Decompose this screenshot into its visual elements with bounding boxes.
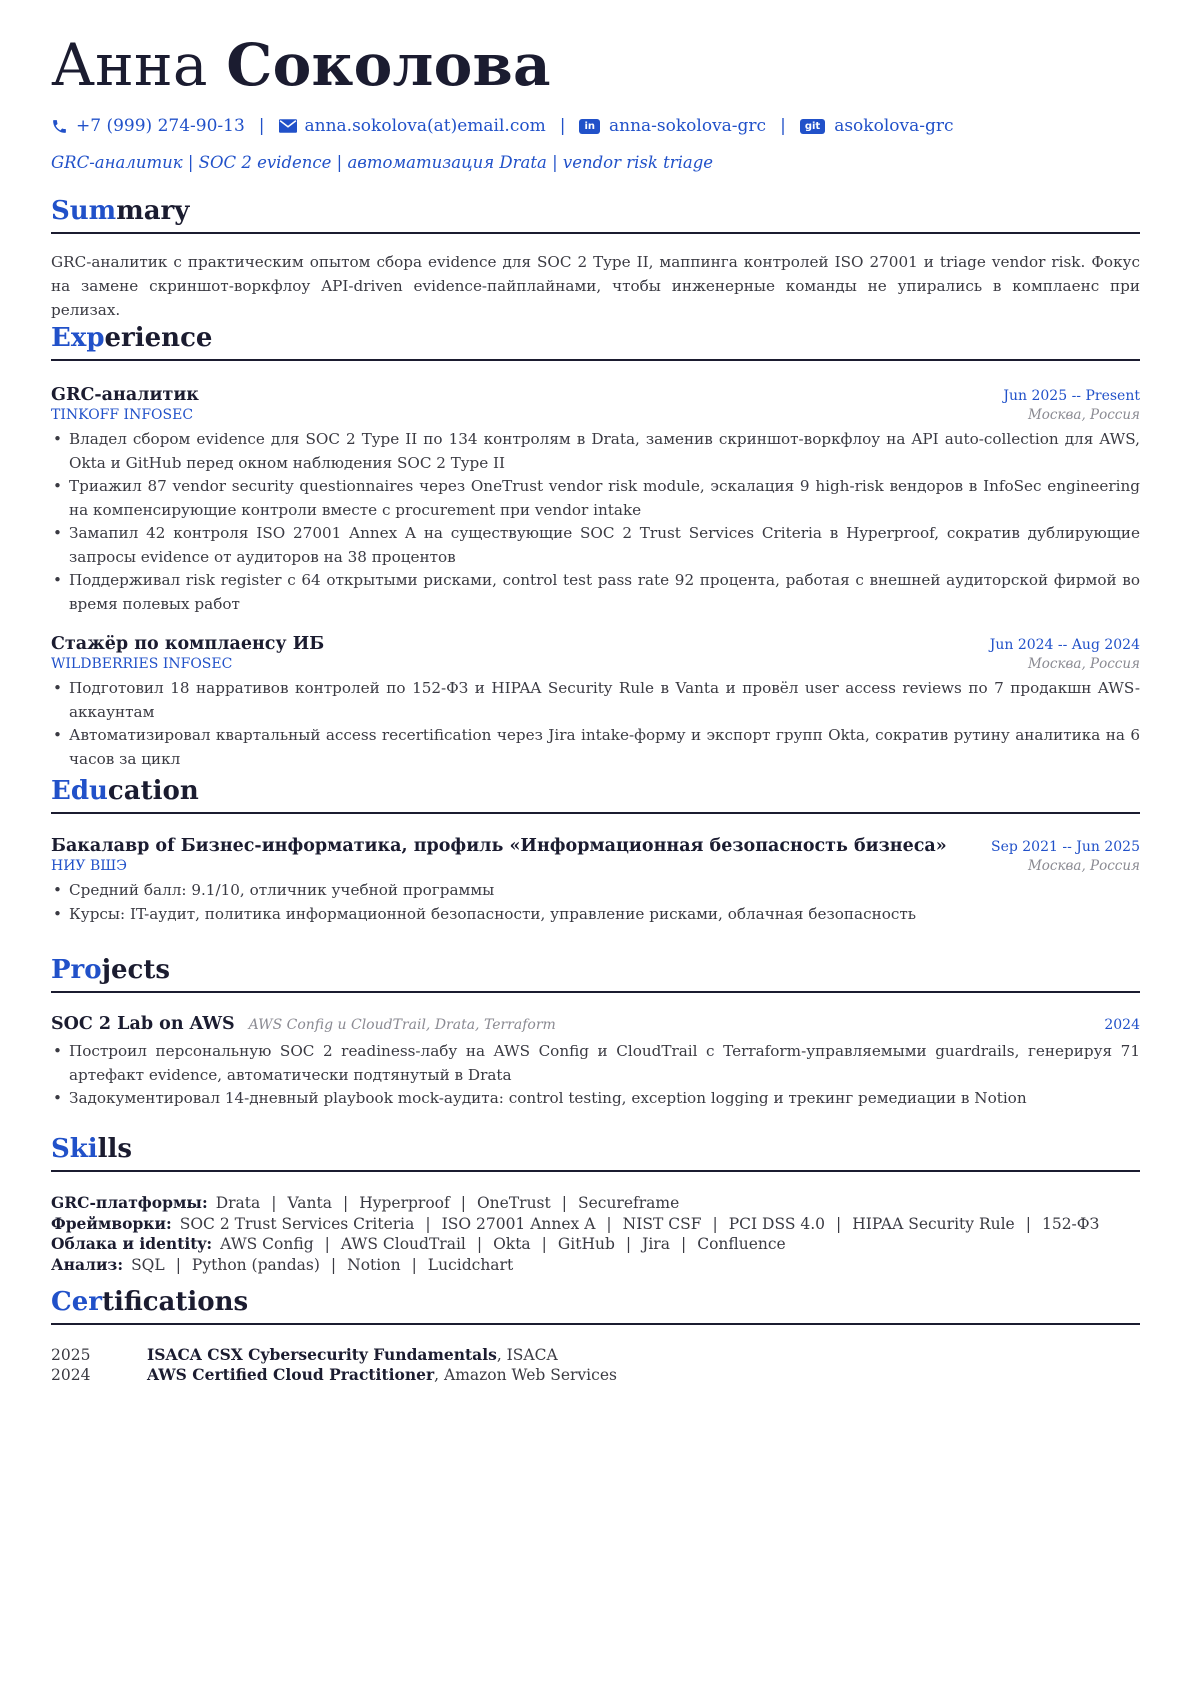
- phone-icon: [51, 118, 68, 135]
- skill-separator: |: [460, 1194, 466, 1212]
- education-entry: [51, 836, 1140, 926]
- skill-category: Анализ:: [51, 1254, 124, 1274]
- section-title: [51, 198, 1140, 234]
- summary-section: [51, 198, 1140, 322]
- git-icon: git: [800, 119, 825, 134]
- skill-item: HIPAA Security Rule: [852, 1214, 1015, 1233]
- skill-row: [51, 1234, 1140, 1255]
- skill-separator: |: [561, 1194, 567, 1212]
- skill-separator: |: [271, 1194, 277, 1212]
- cert-row: [51, 1365, 1140, 1385]
- skill-item: AWS Config: [220, 1235, 314, 1253]
- section-title-accent: Sum: [51, 196, 117, 226]
- first-name: Анна: [51, 31, 208, 99]
- skill-item: SQL: [131, 1255, 165, 1274]
- project-name: SOC 2 Lab on AWS: [51, 1014, 235, 1034]
- skill-item: NIST CSF: [622, 1214, 702, 1233]
- education-dates: Sep 2021 -- Jun 2025: [990, 839, 1140, 855]
- cert-year: 2024: [51, 1366, 91, 1384]
- skill-row: [51, 1255, 1140, 1276]
- skill-separator: |: [476, 1235, 483, 1253]
- github-text: asokolova-grc: [834, 116, 954, 136]
- candidate-name: [51, 31, 551, 99]
- bullet: • Задокументировал 14-дневный playbook mock-аудита: control testing, exception logging и трекинг ремедиации в Notion: [51, 1087, 1140, 1111]
- certifications-section: [51, 1289, 1140, 1325]
- contact-github[interactable]: [800, 116, 954, 136]
- skill-item: OneTrust: [476, 1194, 551, 1212]
- contact-email[interactable]: [279, 116, 546, 136]
- section-title-accent: Edu: [51, 776, 108, 806]
- contact-separator: |: [258, 116, 265, 136]
- job-role: GRC-аналитик: [51, 385, 199, 405]
- contact-separator: |: [780, 116, 786, 136]
- summary-text: GRC-аналитик с практическим опытом сбора evidence для SOC 2 Type II, маппинга контролей ISO 27001 и triage vendor risk. Фокус на замене скриншот-воркфлоу API-driven evidence-пайплайнами, чтобы инженерные команды не упирались в комплаенс при релизах.: [51, 253, 1140, 319]
- bullet: • Курсы: IT-аудит, политика информационной безопасности, управление рисками, облачная безопасность: [51, 903, 1140, 927]
- job-entry: [51, 385, 1140, 616]
- skill-separator: |: [625, 1235, 632, 1253]
- skill-item: PCI DSS 4.0: [728, 1214, 826, 1233]
- skill-separator: |: [680, 1235, 687, 1253]
- job-dates: Jun 2025 -- Present: [1003, 388, 1140, 404]
- projects-section: [51, 957, 1140, 993]
- cert-issuer: , Amazon Web Services: [434, 1366, 617, 1384]
- last-name: Соколова: [226, 31, 551, 99]
- skill-separator: |: [606, 1214, 612, 1233]
- skill-category: GRC-платформы:: [51, 1193, 208, 1212]
- skill-category: Фреймворки:: [51, 1213, 172, 1233]
- skill-item: Python (pandas): [191, 1255, 320, 1274]
- skill-item: Confluence: [697, 1235, 786, 1253]
- job-role: Стажёр по комплаенсу ИБ: [51, 634, 325, 654]
- job-org: WILDBERRIES INFOSEC: [51, 656, 233, 672]
- envelope-icon: [279, 119, 297, 133]
- section-title: [51, 325, 1140, 361]
- contact-separator: |: [559, 116, 566, 136]
- education-section: [51, 778, 1140, 814]
- skill-separator: |: [425, 1214, 431, 1233]
- section-title: [51, 957, 1140, 993]
- linkedin-icon: in: [579, 119, 600, 134]
- section-title-rest: tifications: [101, 1287, 249, 1317]
- section-title-rest: cation: [107, 776, 199, 806]
- skill-item: SOC 2 Trust Services Criteria: [179, 1214, 415, 1233]
- section-title-rest: jects: [101, 955, 171, 985]
- job-location: Москва, Россия: [1027, 656, 1140, 672]
- section-title-rest: erience: [104, 323, 213, 353]
- contact-phone[interactable]: [51, 116, 245, 136]
- skill-item: 152-ФЗ: [1041, 1214, 1100, 1233]
- job-entry: [51, 634, 1140, 771]
- education-org: НИУ ВШЭ: [51, 858, 127, 874]
- skill-item: Vanta: [287, 1194, 332, 1212]
- skill-separator: |: [342, 1194, 349, 1212]
- skill-item: Okta: [493, 1235, 531, 1253]
- tagline: GRC-аналитик | SOC 2 evidence | автоматизация Drata | vendor risk triage: [51, 153, 714, 172]
- certifications-list: [51, 1345, 1140, 1385]
- skill-row: [51, 1193, 1140, 1214]
- section-title-accent: Exp: [51, 323, 105, 353]
- contact-linkedin[interactable]: [579, 116, 766, 136]
- cert-name: ISACA CSX Cybersecurity Fundamentals: [147, 1345, 497, 1364]
- skill-item: AWS CloudTrail: [340, 1235, 466, 1253]
- bullet: • Владел сбором evidence для SOC 2 Type II по 134 контролям в Drata, заменив скриншот-воркфлоу на API auto-collection для AWS, Okta и GitHub перед окном наблюдения SOC 2 Type II: [51, 428, 1140, 475]
- job-org: TINKOFF INFOSEC: [51, 407, 194, 423]
- bullet: • Построил персональную SOC 2 readiness-лабу на AWS Config и CloudTrail с Terraform-управляемыми guardrails, генерируя 71 артефакт evidence, автоматически подтянутый в Drata: [51, 1040, 1140, 1087]
- skill-category: Облака и identity:: [51, 1234, 213, 1253]
- email-text: anna.sokolova(at)email.com: [304, 116, 546, 136]
- skill-separator: |: [411, 1255, 417, 1274]
- skill-item: Hyperproof: [359, 1194, 450, 1212]
- skill-separator: |: [712, 1214, 718, 1233]
- skill-separator: |: [324, 1235, 330, 1253]
- education-bullets: [51, 879, 1140, 926]
- cert-name: AWS Certified Cloud Practitioner: [147, 1365, 435, 1384]
- section-title-accent: Pro: [51, 955, 102, 985]
- degree: Бакалавр of Бизнес-информатика, профиль «Информационная безопасность бизнеса»: [51, 836, 947, 856]
- job-bullets: [51, 677, 1140, 771]
- skill-item: Notion: [347, 1255, 401, 1274]
- section-title-rest: lls: [97, 1134, 133, 1164]
- skill-item: Lucidchart: [427, 1255, 514, 1274]
- skill-item: ISO 27001 Annex A: [441, 1214, 596, 1233]
- section-title-accent: Ski: [51, 1134, 98, 1164]
- project-tech: AWS Config и CloudTrail, Drata, Terraform: [248, 1017, 556, 1033]
- skills-list: [51, 1193, 1140, 1275]
- skill-row: [51, 1214, 1140, 1235]
- skill-separator: |: [1025, 1214, 1031, 1233]
- skill-separator: |: [541, 1235, 547, 1253]
- skills-section: [51, 1136, 1140, 1172]
- job-bullets: [51, 428, 1140, 616]
- cert-issuer: , ISACA: [496, 1346, 558, 1364]
- section-title-accent: Cer: [51, 1287, 102, 1317]
- job-dates: Jun 2024 -- Aug 2024: [989, 637, 1140, 653]
- bullet: • Автоматизировал квартальный access recertification через Jira intake-форму и экспорт групп Okta, сократив рутину аналитика на 6 часов за цикл: [51, 724, 1140, 771]
- section-title: [51, 778, 1140, 814]
- skill-item: GitHub: [557, 1235, 615, 1253]
- skill-separator: |: [175, 1255, 181, 1274]
- project-entry: [51, 1014, 1140, 1111]
- phone-text: +7 (999) 274-90-13: [76, 116, 245, 136]
- skill-separator: |: [836, 1214, 842, 1233]
- experience-section: [51, 325, 1140, 361]
- skill-separator: |: [330, 1255, 337, 1274]
- skill-item: Drata: [215, 1194, 261, 1212]
- bullet: • Средний балл: 9.1/10, отличник учебной программы: [51, 879, 1140, 903]
- bullet: • Подготовил 18 нарративов контролей по 152-ФЗ и HIPAA Security Rule в Vanta и провёл user access reviews по 7 продакшн AWS-аккаунтам: [51, 677, 1140, 724]
- skill-item: Jira: [642, 1235, 670, 1253]
- project-bullets: [51, 1040, 1140, 1111]
- bullet: • Поддерживал risk register с 64 открытыми рисками, control test pass rate 92 процента, работая с внешней аудиторской фирмой во время полевых работ: [51, 569, 1140, 616]
- skill-item: Secureframe: [577, 1194, 680, 1212]
- cert-year: 2025: [51, 1346, 91, 1364]
- section-title-rest: mary: [116, 196, 190, 226]
- job-location: Москва, Россия: [1027, 407, 1140, 423]
- section-title: [51, 1289, 1140, 1325]
- bullet: • Триажил 87 vendor security questionnaires через OneTrust vendor risk module, эскалация 9 high-risk вендоров в InfoSec engineering на компенсирующие контроли вместе с procurement при vendor intake: [51, 475, 1140, 522]
- project-year: 2024: [1104, 1017, 1140, 1033]
- section-title: [51, 1136, 1140, 1172]
- contact-bar: [51, 116, 954, 136]
- cert-row: [51, 1345, 1140, 1365]
- bullet: • Замапил 42 контроля ISO 27001 Annex A на существующие SOC 2 Trust Services Criteria в Hyperproof, сократив дублирующие запросы evidence от аудиторов на 38 процентов: [51, 522, 1140, 569]
- education-location: Москва, Россия: [1027, 858, 1140, 874]
- linkedin-text: anna-sokolova-grc: [608, 116, 767, 136]
